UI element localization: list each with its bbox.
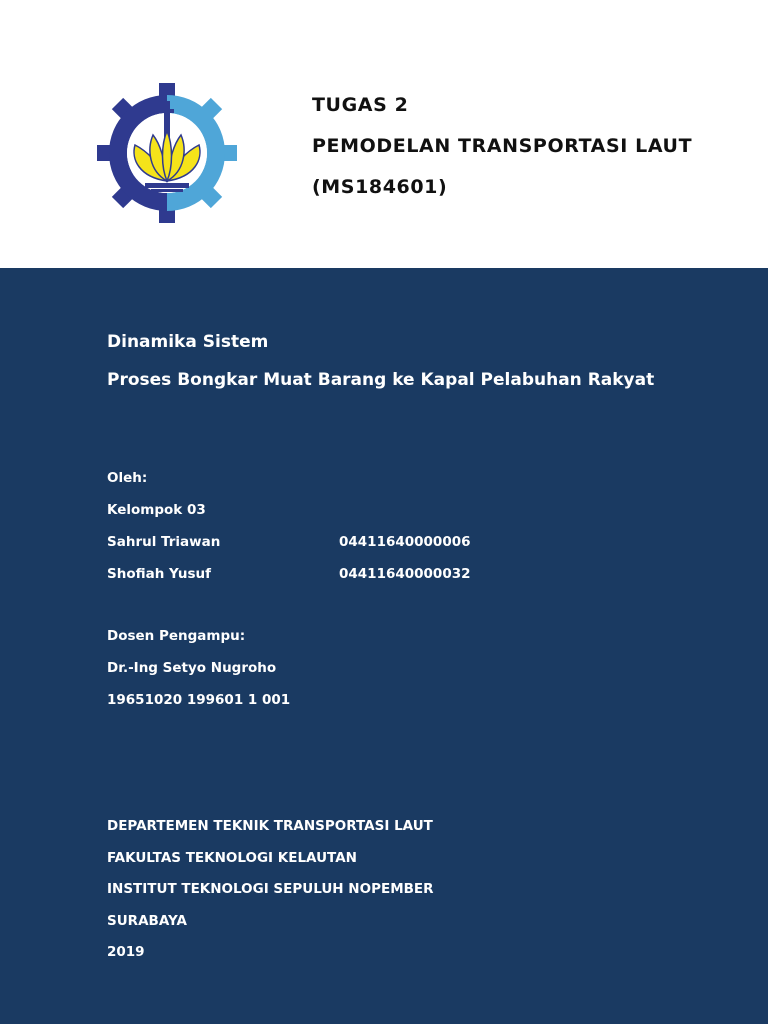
faculty-name: FAKULTAS TEKNOLOGI KELAUTAN	[107, 849, 357, 866]
course-title-block	[312, 90, 692, 213]
institution-block	[107, 816, 434, 974]
member-name: Shofiah Yusuf	[107, 566, 211, 582]
course-name: PEMODELAN TRANSPORTASI LAUT	[312, 135, 693, 157]
cover-header	[0, 0, 768, 268]
author-info	[107, 468, 471, 722]
assignment-title: TUGAS 2	[312, 94, 409, 116]
subject-topic: Proses Bongkar Muat Barang ke Kapal Pelabuhan Rakyat	[107, 370, 655, 390]
course-code: (MS184601)	[312, 176, 448, 198]
member-row	[107, 564, 471, 596]
member-nim: 04411640000032	[339, 566, 471, 582]
by-label: Oleh:	[107, 470, 148, 486]
year: 2019	[107, 944, 145, 960]
institute-name: INSTITUT TEKNOLOGI SEPULUH NOPEMBER	[107, 881, 434, 897]
subject-block	[107, 328, 654, 404]
lecturer-label: Dosen Pengampu:	[107, 628, 246, 644]
department-name: DEPARTEMEN TEKNIK TRANSPORTASI LAUT	[107, 818, 433, 834]
lecturer-name: Dr.-Ing Setyo Nugroho	[107, 660, 277, 676]
member-name: Sahrul Triawan	[107, 534, 221, 550]
group-name: Kelompok 03	[107, 502, 206, 518]
member-nim: 04411640000006	[339, 534, 471, 550]
lecturer-id: 19651020 199601 1 001	[107, 692, 291, 708]
cover-body	[0, 268, 768, 1024]
city-name: SURABAYA	[107, 912, 187, 929]
member-row	[107, 532, 471, 564]
subject-title: Dinamika Sistem	[107, 332, 269, 352]
its-gear-logo-icon	[94, 83, 240, 223]
